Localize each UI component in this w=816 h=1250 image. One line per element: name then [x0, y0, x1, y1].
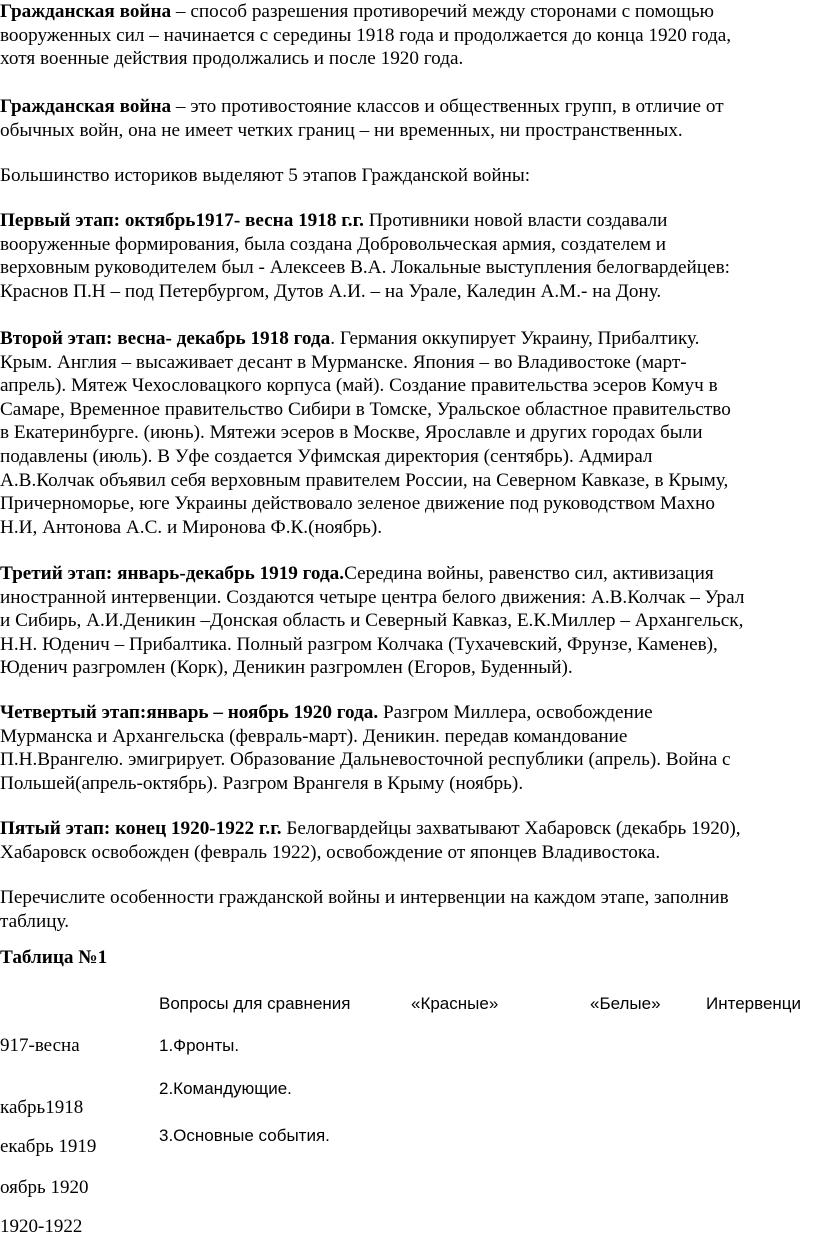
- text-line: Хабаровск освобожден (февраль 1922), освобождение от японцев Владивостока.: [0, 841, 661, 863]
- table-row-commanders: 2.Командующие.: [159, 1079, 292, 1098]
- paragraph-stage-2: [0, 327, 731, 539]
- text-line: верховным руководителем был - Алексеев В.А. Локальные выступления белогвардейцев:: [0, 257, 730, 279]
- paragraph-stage-4: [0, 701, 731, 795]
- paragraph-definition-2: [0, 95, 724, 142]
- stage-label-4: оябрь 1920: [0, 1177, 89, 1198]
- paragraph-stage-3: [0, 562, 744, 680]
- text-line: и Сибирь, А.И.Деникин –Донская область и Северный Кавказ, Е.К.Миллер – Архангельск,: [0, 610, 744, 632]
- stage-label-5: 1920-1922: [0, 1216, 83, 1237]
- text-line: – это противостояние классов и общественных групп, в отличие от: [171, 96, 724, 117]
- table-header-interventionists: Интервенци: [706, 994, 802, 1013]
- text-line: вооруженные формирования, была создана Добровольческая армия, создателем и: [0, 233, 667, 255]
- text-line: А.В.Колчак объявил себя верховным правителем России, на Северном Кавказе, в Крыму,: [0, 469, 729, 491]
- table-title: [0, 946, 107, 970]
- text-line: Юденич разгромлен (Корк), Деникин разгромлен (Егоров, Буденный).: [0, 657, 573, 679]
- text-line: таблицу.: [0, 910, 70, 932]
- text-line: Крым. Англия – высаживает десант в Мурманске. Япония – во Владивостоке (март-: [0, 351, 687, 373]
- table-row-fronts: 1.Фронты.: [159, 1036, 240, 1055]
- term-bold: Гражданская война: [0, 1, 172, 22]
- stage-heading: Пятый этап: конец 1920-1922 г.г.: [0, 818, 282, 839]
- text-line: обычных войн, она не имеет четких границ – ни временных, ни пространственных.: [0, 119, 683, 141]
- text-line: в Екатеринбурге. (июнь). Мятежи эсеров в Москве, Ярославле и других городах были: [0, 422, 703, 444]
- text-line: Мурманска и Архангельска (февраль-март). Деникин. передав командование: [0, 725, 628, 747]
- paragraph-task: [0, 886, 729, 933]
- text-line: Противники новой власти создавали: [363, 210, 668, 231]
- text-line: . Германия оккупирует Украину, Прибалтику.: [330, 328, 700, 349]
- text-line: апрель). Мятеж Чехословацкого корпуса (май). Создание правительства эсеров Комуч в: [0, 375, 718, 397]
- text-line: Н.Н. Юденич – Прибалтика. Полный разгром Колчака (Тухачевский, Фрунзе, Каменев),: [0, 633, 718, 655]
- text-line: подавлены (июль). В Уфе создается Уфимская директория (сентябрь). Адмирал: [0, 445, 653, 467]
- text-line: Краснов П.Н – под Петербургом, Дутов А.И. – на Урале, Каледин А.М.- на Дону.: [0, 280, 662, 302]
- table-header-questions: Вопросы для сравнения: [159, 994, 351, 1013]
- text-line: иностранной интервенции. Создаются четыре центра белого движения: А.В.Колчак – Урал: [0, 586, 745, 608]
- text-line: Н.И, Антонова А.С. и Миронова Ф.К.(ноябрь).: [0, 516, 383, 538]
- paragraph-stages-intro: [0, 164, 530, 188]
- stage-heading: Первый этап: октябрь1917- весна 1918 г.г.: [0, 210, 364, 231]
- text-line: Большинство историков выделяют 5 этапов Гражданской войны:: [0, 165, 531, 186]
- paragraph-stage-1: [0, 209, 730, 303]
- table-row-events: 3.Основные события.: [159, 1126, 330, 1145]
- stage-heading: Третий этап: январь-декабрь 1919 года.: [0, 563, 345, 584]
- table-title-text: Таблица №1: [0, 947, 108, 968]
- text-line: Белогвардейцы захватывают Хабаровск (декабрь 1920),: [281, 818, 741, 839]
- stage-label-1: 917-весна: [0, 1035, 80, 1056]
- text-line: Перечислите особенности гражданской войны и интервенции на каждом этапе, заполнив: [0, 887, 729, 908]
- stage-heading: Второй этап: весна- декабрь 1918 года: [0, 328, 331, 349]
- stage-label-2: кабрь1918: [0, 1097, 84, 1118]
- stage-label-3: екабрь 1919: [0, 1136, 97, 1157]
- text-line: Причерноморье, юге Украины действовало зеленое движение под руководством Махно: [0, 493, 715, 515]
- table-header-whites: «Белые»: [590, 994, 661, 1013]
- text-line: П.Н.Врангелю. эмигрирует. Образование Дальневосточной республики (апрель). Война с: [0, 749, 731, 771]
- text-line: Самаре, Временное правительство Сибири в Томске, Уральское областное правительство: [0, 398, 731, 420]
- stage-heading: Четвертый этап:январь – ноябрь 1920 года.: [0, 702, 379, 723]
- table-header-reds: «Красные»: [411, 994, 499, 1013]
- paragraph-definition-1: [0, 0, 731, 71]
- text-line: вооруженных сил – начинается с середины 1918 года и продолжается до конца 1920 года,: [0, 24, 732, 46]
- text-line: хотя военные действия продолжались и после 1920 года.: [0, 48, 464, 70]
- paragraph-stage-5: [0, 817, 741, 864]
- text-line: – способ разрешения противоречий между сторонами с помощью: [171, 1, 714, 22]
- text-line: Разгром Миллера, освобождение: [378, 702, 653, 723]
- text-line: Середина войны, равенство сил, активизация: [344, 563, 714, 584]
- text-line: Польшей(апрель-октябрь). Разгром Врангеля в Крыму (ноябрь).: [0, 772, 524, 794]
- term-bold: Гражданская война: [0, 96, 172, 117]
